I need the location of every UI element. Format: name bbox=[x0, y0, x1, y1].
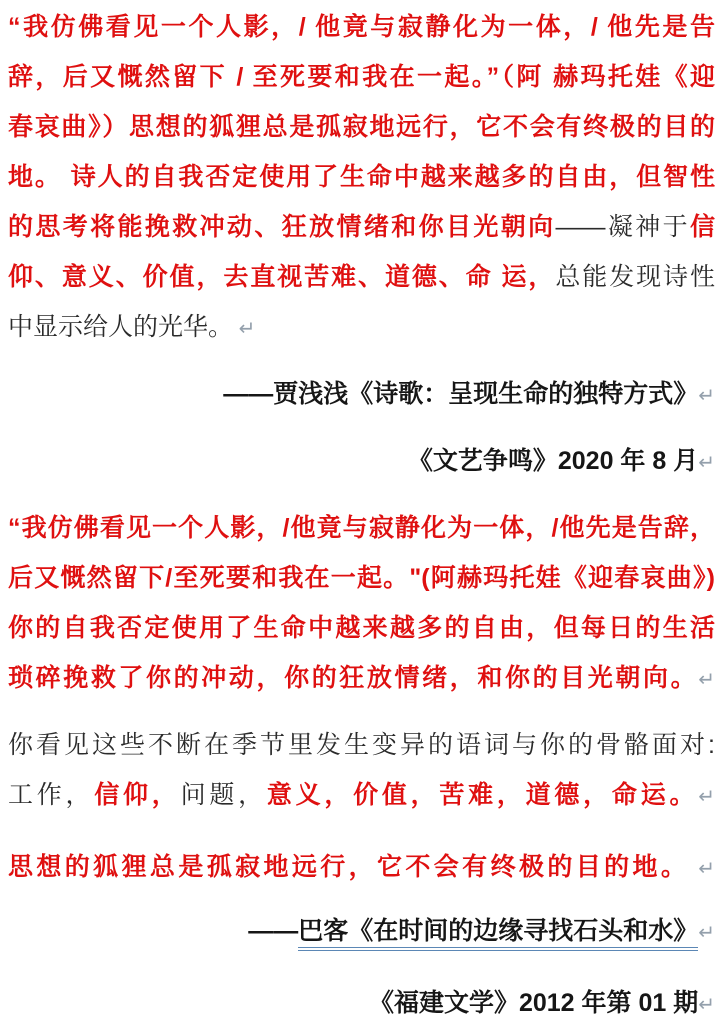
quote-jia-analysis bbox=[8, 2, 715, 354]
text-line bbox=[8, 2, 715, 52]
text-segment: 问题， bbox=[180, 781, 267, 809]
text-line bbox=[8, 302, 715, 354]
text-segment: 《文艺争鸣》2020 年 8 月 bbox=[407, 447, 699, 475]
text-line bbox=[8, 102, 715, 152]
text-line bbox=[8, 436, 715, 488]
text-segment: 《福建文学》2012 年第 01 期 bbox=[368, 989, 699, 1017]
poem-words bbox=[8, 720, 715, 822]
text-segment: —— bbox=[248, 917, 299, 945]
text-line bbox=[8, 978, 715, 1030]
text-segment: 工作， bbox=[8, 781, 95, 809]
text-line bbox=[8, 369, 715, 421]
text-segment: 信仰， bbox=[94, 781, 181, 809]
paragraph-mark-icon: ↵ bbox=[689, 858, 715, 880]
text-segment: “我仿佛看见一个人影，/ 他竟与寂静化为一体，/ 他先是告 bbox=[8, 13, 715, 41]
text-segment: 意义，价值，苦难，道德，命运。 bbox=[266, 781, 699, 809]
text-segment: 的思考将能挽救冲动、狂放情绪和你目光朝向 bbox=[8, 213, 556, 241]
text-segment: 你看见这些不断在季节里发生变异的语词与你的骨骼面对: bbox=[8, 731, 715, 759]
text-line bbox=[8, 720, 715, 770]
text-line bbox=[8, 770, 715, 822]
text-line bbox=[8, 52, 715, 102]
text-segment: ——凝神于 bbox=[555, 213, 690, 241]
paragraph-mark-icon: ↵ bbox=[698, 786, 715, 808]
citation-bake bbox=[8, 906, 715, 958]
text-line bbox=[8, 553, 715, 603]
text-segment: 辞，后又慨然留下 / 至死要和我在一起。”（阿 赫玛托娃《迎 bbox=[8, 63, 715, 91]
text-line bbox=[8, 152, 715, 202]
text-segment: 琐碎挽救了你的冲动，你的狂放情绪，和你的目光朝向。 bbox=[8, 664, 699, 692]
text-line bbox=[8, 202, 715, 252]
text-segment: 仰、意义、价值，去直视苦难、道德、命 运， bbox=[8, 263, 556, 291]
text-segment: 信 bbox=[689, 213, 715, 241]
text-segment: 总能发现诗性 bbox=[555, 263, 715, 291]
quote-bake-poem bbox=[8, 503, 715, 705]
text-segment: 巴客《在时间的边缘寻找石头和水》 bbox=[298, 917, 698, 951]
citation-wenyi bbox=[8, 436, 715, 488]
text-segment: 思想的狐狸总是孤寂地远行，它不会有终极的目的地。 bbox=[8, 853, 690, 881]
text-line bbox=[8, 842, 715, 894]
text-segment: ——贾浅浅《诗歌：呈现生命的独特方式》 bbox=[223, 380, 699, 408]
text-segment: 地。 诗人的自我否定使用了生命中越来越多的自由，但智性 bbox=[8, 163, 715, 191]
text-segment: 中显示给人的光华。 bbox=[8, 313, 234, 341]
paragraph-mark-icon: ↵ bbox=[698, 922, 715, 944]
text-segment: 春哀曲》）思想的狐狸总是孤寂地远行，它不会有终极的目的 bbox=[8, 113, 715, 141]
text-segment: 你的自我否定使用了生命中越来越多的自由，但每日的生活 bbox=[8, 614, 715, 642]
text-segment: “我仿佛看见一个人影，/他竟与寂静化为一体，/他先是告辞， bbox=[8, 514, 715, 542]
poem-fox-line bbox=[8, 842, 715, 894]
text-line bbox=[8, 503, 715, 553]
document-text-area[interactable] bbox=[8, 2, 715, 1017]
text-line bbox=[8, 252, 715, 302]
paragraph-mark-icon: ↵ bbox=[698, 669, 715, 691]
paragraph-mark-icon: ↵ bbox=[698, 385, 715, 407]
citation-fujian bbox=[8, 978, 715, 1030]
text-line bbox=[8, 906, 715, 958]
paragraph-mark-icon: ↵ bbox=[233, 318, 256, 340]
citation-jia bbox=[8, 369, 715, 421]
text-line bbox=[8, 653, 715, 705]
paragraph-mark-icon: ↵ bbox=[698, 994, 715, 1016]
text-segment: 后又慨然留下/至死要和我在一起。"(阿赫玛托娃《迎春哀曲》) bbox=[8, 564, 715, 592]
paragraph-mark-icon: ↵ bbox=[698, 452, 715, 474]
text-line bbox=[8, 603, 715, 653]
